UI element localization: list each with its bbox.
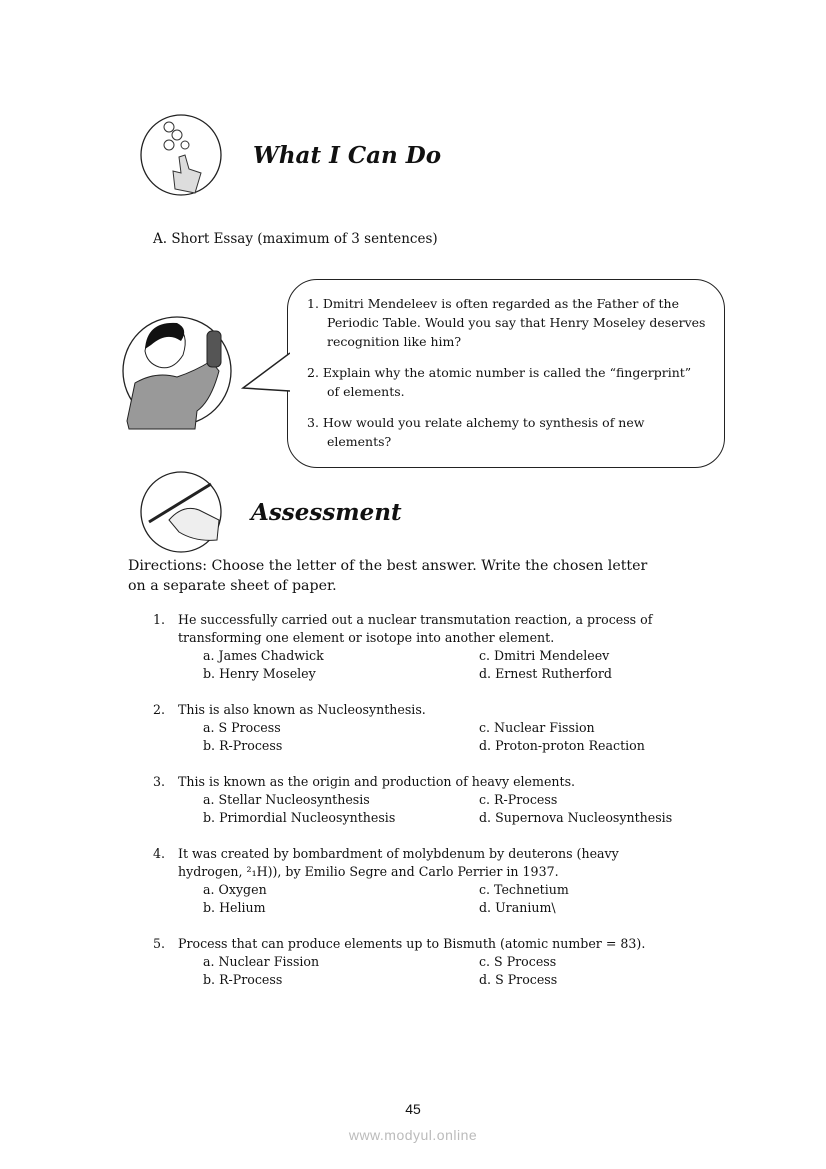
item-number: 5. (153, 936, 166, 951)
option-a: a. S Process (203, 720, 281, 735)
option-b: b. R-Process (203, 972, 283, 987)
item-question-line: It was created by bombardment of molybdenum by deuterons (heavy (178, 846, 619, 861)
item-question-line: hydrogen, ²₁H)), by Emilio Segre and Carlo Perrier in 1937. (178, 864, 559, 879)
option-b: b. Henry Moseley (203, 666, 316, 681)
assessment-item-5 (153, 935, 826, 989)
option-c: c. R-Process (479, 792, 558, 807)
assessment-item-1 (153, 611, 826, 683)
option-c: c. Technetium (479, 882, 569, 897)
option-d: d. Proton-proton Reaction (479, 738, 645, 753)
option-c: c. Nuclear Fission (479, 720, 595, 735)
hand-pen-icon (139, 470, 225, 556)
item-question-line: This is known as the origin and production of heavy elements. (178, 774, 576, 789)
assessment-item-4 (153, 845, 826, 917)
item-number: 3. (153, 774, 166, 789)
item-question-line: He successfully carried out a nuclear transmutation reaction, a process of (178, 612, 653, 627)
option-b: b. Primordial Nucleosynthesis (203, 810, 396, 825)
option-d: d. Uranium\ (479, 900, 556, 915)
watermark: www.modyul.online (348, 1127, 478, 1143)
directions: Directions: Choose the letter of the best answer. Write the chosen letter on a separate sheet of paper. (128, 558, 648, 594)
option-d: d. S Process (479, 972, 558, 987)
option-c: c. S Process (479, 954, 557, 969)
option-a: a. Nuclear Fission (203, 954, 320, 969)
what-i-can-do-header (0, 113, 826, 199)
essay-question-2: 2. Explain why the atomic number is called the “fingerprint” of elements. (307, 364, 692, 399)
hand-gears-icon (139, 113, 225, 199)
assessment-item-3 (153, 773, 826, 827)
option-d: d. Ernest Rutherford (479, 666, 612, 681)
option-c: c. Dmitri Mendeleev (479, 648, 610, 663)
essay-question-3: 3. How would you relate alchemy to synthesis of new elements? (307, 414, 645, 449)
item-number: 1. (153, 612, 166, 627)
option-b: b. R-Process (203, 738, 283, 753)
page-number: 45 (405, 1101, 421, 1117)
teacher-illustration (115, 311, 245, 436)
item-question-line: Process that can produce elements up to Bismuth (atomic number = 83). (178, 936, 646, 951)
option-a: a. Oxygen (203, 882, 267, 897)
item-number: 4. (153, 846, 166, 861)
speech-bubble-tail (240, 351, 290, 395)
essay-question-1: 1. Dmitri Mendeleev is often regarded as the Father of the Periodic Table. Would you say that Henry Moseley deserves recognition like him? (307, 295, 706, 349)
option-d: d. Supernova Nucleosynthesis (479, 810, 673, 825)
item-question-line: transforming one element or isotope into another element. (178, 630, 555, 645)
item-question-line: This is also known as Nucleosynthesis. (178, 702, 426, 717)
what-i-can-do-title: What I Can Do (253, 142, 442, 169)
assessment-items (0, 611, 826, 989)
assessment-header (0, 470, 826, 556)
option-a: a. Stellar Nucleosynthesis (203, 792, 370, 807)
short-essay-label: A. Short Essay (maximum of 3 sentences) (153, 231, 438, 247)
item-number: 2. (153, 702, 166, 717)
assessment-item-2 (153, 701, 826, 755)
footer (0, 1100, 826, 1144)
essay-section (0, 280, 826, 466)
option-a: a. James Chadwick (203, 648, 324, 663)
option-b: b. Helium (203, 900, 266, 915)
speech-bubble (287, 279, 725, 468)
assessment-title: Assessment (251, 499, 402, 526)
